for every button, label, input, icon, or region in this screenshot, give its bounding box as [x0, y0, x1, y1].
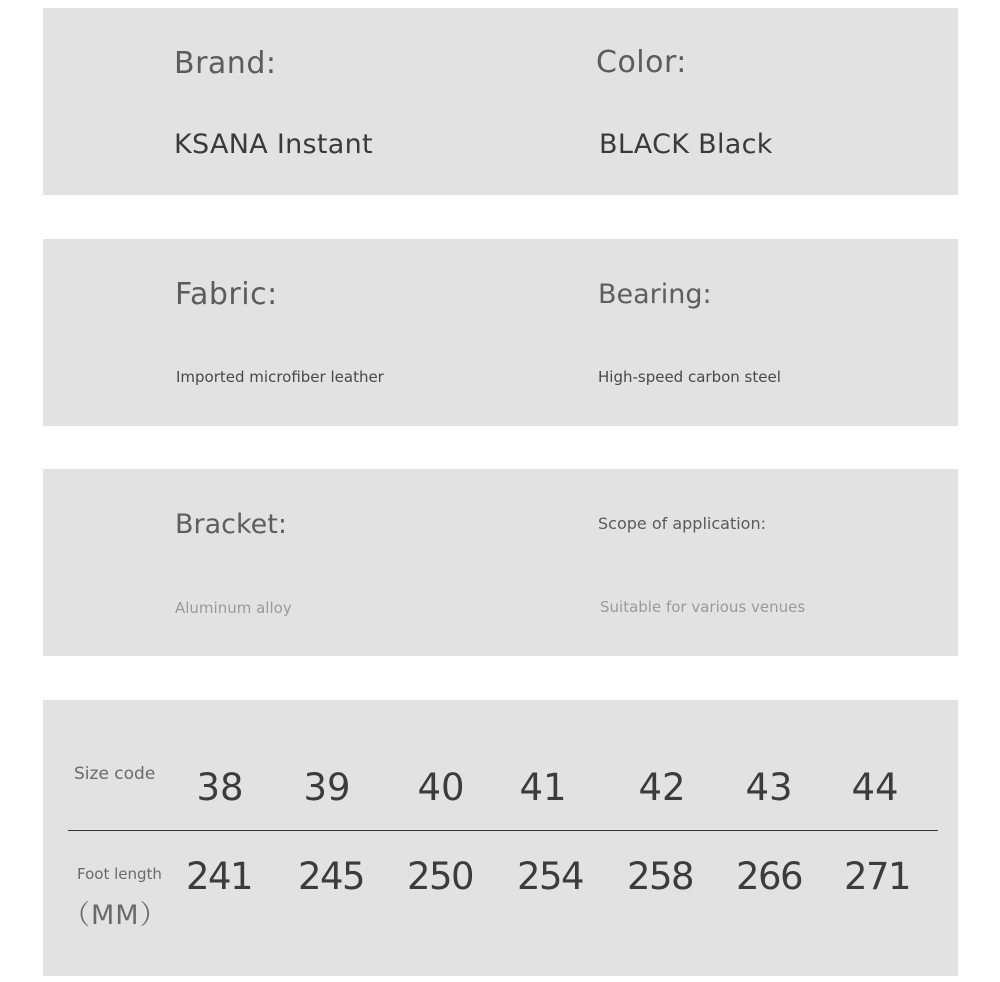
fabric-label: Fabric: [175, 277, 278, 312]
size-table-panel [43, 700, 958, 976]
bracket-scope-panel [43, 469, 958, 656]
foot-length-cell: 250 [406, 855, 474, 898]
size-code-label: Size code [74, 764, 156, 784]
bearing-label: Bearing: [598, 279, 712, 310]
foot-length-cell: 241 [185, 855, 253, 898]
size-cell: 42 [638, 766, 686, 809]
color-value: BLACK Black [599, 129, 773, 160]
size-cell: 41 [519, 766, 567, 809]
brand-label: Brand: [174, 46, 277, 81]
foot-length-cell: 258 [626, 855, 694, 898]
size-cell: 38 [196, 766, 244, 809]
size-cell: 44 [851, 766, 899, 809]
foot-length-unit: （MM） [63, 900, 168, 931]
bracket-value: Aluminum alloy [175, 599, 292, 617]
foot-length-cell: 245 [297, 855, 365, 898]
foot-length-cell: 266 [735, 855, 803, 898]
color-label: Color: [596, 45, 687, 80]
bearing-value: High-speed carbon steel [598, 368, 781, 386]
scope-value: Suitable for various venues [600, 598, 806, 616]
brand-value: KSANA Instant [174, 129, 373, 160]
brand-color-panel [43, 8, 958, 195]
fabric-value: Imported microfiber leather [176, 368, 384, 386]
foot-length-cell: 271 [843, 855, 911, 898]
foot-length-cell: 254 [516, 855, 584, 898]
foot-length-label: Foot length [77, 865, 162, 883]
size-cell: 39 [303, 766, 351, 809]
table-divider [68, 830, 938, 831]
size-cell: 40 [417, 766, 465, 809]
fabric-bearing-panel [43, 239, 958, 426]
size-cell: 43 [745, 766, 793, 809]
bracket-label: Bracket: [175, 509, 287, 540]
scope-label: Scope of application: [598, 514, 766, 533]
